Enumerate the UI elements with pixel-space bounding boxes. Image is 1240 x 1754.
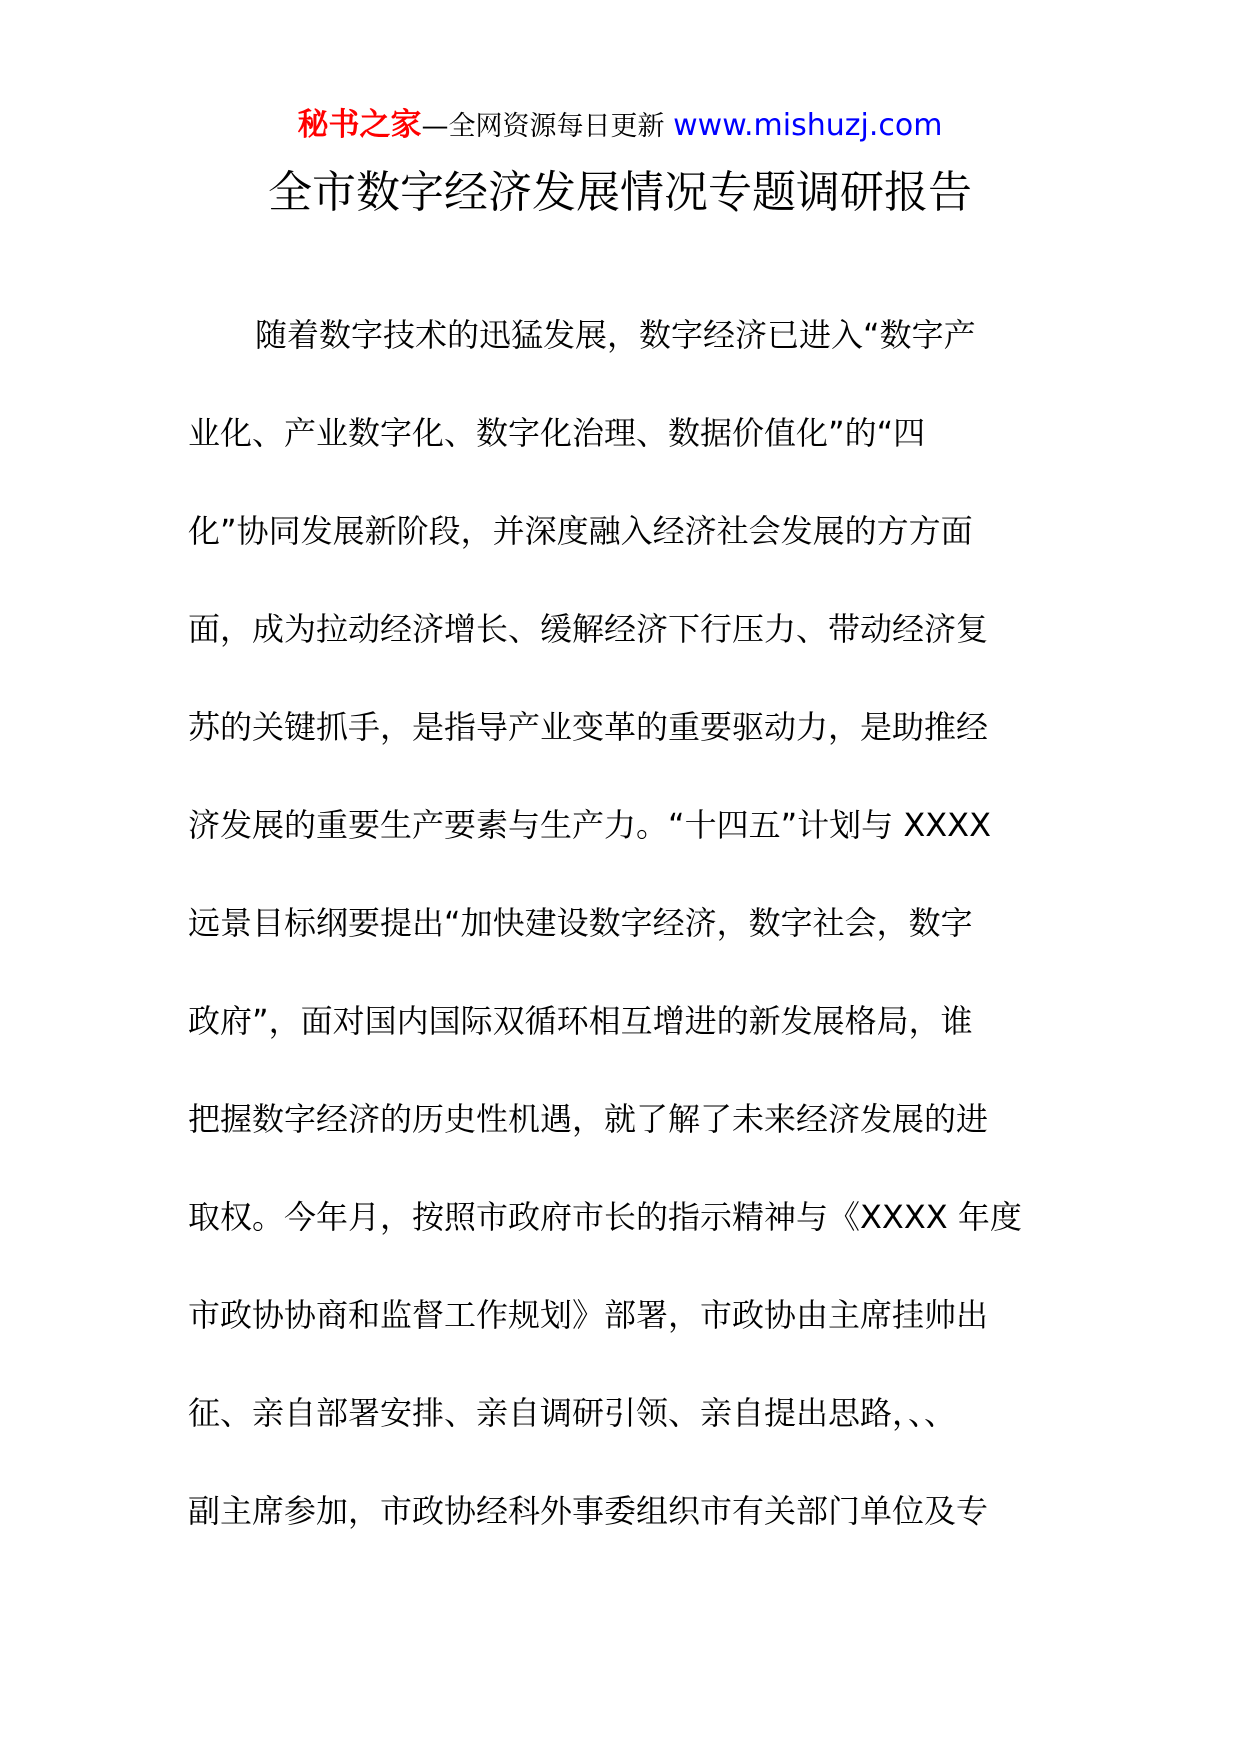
body-line: 远景目标纲要提出“加快建设数字经济，数字社会，数字 [188,904,973,942]
body-line: 苏的关键抓手，是指导产业变革的重要驱动力，是助推经 [188,708,989,746]
body-line: 面，成为拉动经济增长、缓解经济下行压力、带动经济复 [188,610,989,648]
body-line: 取权。今年月，按照市政府市长的指示精神与《XXXX 年度 [188,1198,1022,1236]
body-line: 济发展的重要生产要素与生产力。“十四五”计划与 XXXX [188,806,992,844]
document-title: 全市数字经济发展情况专题调研报告 [268,167,972,218]
body-line: 随着数字技术的迅猛发展，数字经济已进入“数字产 [255,316,976,354]
body-line: 政府”，面对国内国际双循环相互增进的新发展格局，谁 [188,1002,973,1040]
site-brand: 秘书之家 [297,107,422,143]
body-line: 业化、产业数字化、数字化治理、数据价值化”的“四 [188,414,926,452]
site-tagline: —全网资源每日更新 [421,111,674,142]
document-body [188,286,1068,1560]
body-line: 市政协协商和监督工作规划》部署，市政协由主席挂帅出 [188,1296,989,1334]
body-line: 征、亲自部署安排、亲自调研引领、亲自提出思路，、、 [188,1394,957,1432]
body-line: 副主席参加，市政协经科外事委组织市有关部门单位及专 [188,1492,989,1530]
site-url-link[interactable]: www.mishuzj.com [673,108,943,143]
body-line: 化”协同发展新阶段，并深度融入经济社会发展的方方面 [188,512,973,550]
site-header [0,102,1240,153]
body-line: 把握数字经济的历史性机遇，就了解了未来经济发展的进 [188,1100,989,1138]
